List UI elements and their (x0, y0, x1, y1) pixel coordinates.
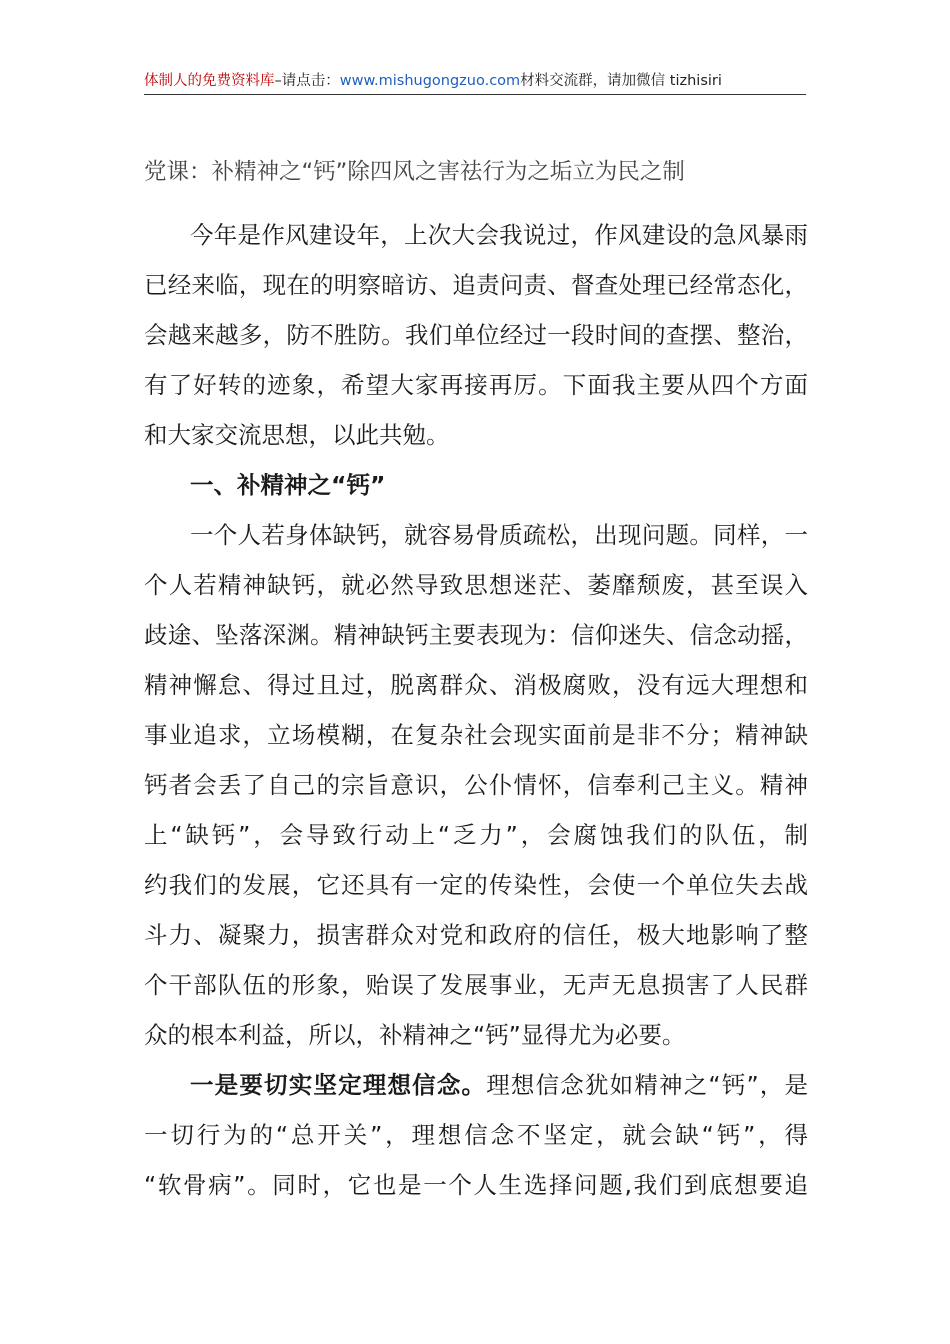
body-line: 会越来越多，防不胜防。我们单位经过一段时间的查摆、整治， (144, 321, 808, 349)
body-line: 事业追求，立场模糊，在复杂社会现实面前是非不分；精神缺 (144, 721, 808, 749)
section-heading: 一、补精神之“钙” (190, 471, 386, 499)
document-title: 党课：补精神之“钙”除四风之害祛行为之垢立为民之制 (144, 159, 685, 185)
body-line: 上“缺钙”，会导致行动上“乏力”，会腐蚀我们的队伍，制 (144, 821, 808, 849)
body-line: 众的根本利益，所以，补精神之“钙”显得尤为必要。 (144, 1021, 686, 1049)
body-line: 个干部队伍的形象，贻误了发展事业，无声无息损害了人民群 (144, 971, 808, 999)
body-line: 一切行为的“总开关”，理想信念不坚定，就会缺“钙”，得 (144, 1121, 808, 1149)
header-brand: 体制人的免费资料库 (144, 73, 275, 89)
bold-lead: 一是要切实坚定理想信念。 (190, 1071, 487, 1099)
body-line: 有了好转的迹象，希望大家再接再厉。下面我主要从四个方面 (144, 371, 808, 399)
body-line: “软骨病”。同时，它也是一个人生选择问题,我们到底想要追 (144, 1171, 808, 1199)
body-line: 钙者会丢了自己的宗旨意识，公仆情怀，信奉利己主义。精神 (144, 771, 808, 799)
body-line: 精神懈怠、得过且过，脱离群众、消极腐败，没有远大理想和 (144, 671, 808, 699)
page-header (144, 68, 806, 95)
document-body (144, 210, 808, 1210)
body-line: 约我们的发展，它还具有一定的传染性，会使一个单位失去战 (144, 871, 808, 899)
body-line: 歧途、坠落深渊。精神缺钙主要表现为：信仰迷失、信念动摇， (144, 621, 808, 649)
body-line: 已经来临，现在的明察暗访、追责问责、督查处理已经常态化， (144, 271, 808, 299)
body-line: 一个人若身体缺钙，就容易骨质疏松，出现问题。同样，一 (190, 521, 808, 549)
header-link[interactable]: www.mishugongzuo.com (339, 73, 521, 89)
header-tail: 材料交流群，请加微信 tizhisiri (520, 73, 722, 89)
body-line: 和大家交流思想，以此共勉。 (144, 421, 450, 449)
body-line: 个人若精神缺钙，就必然导致思想迷茫、萎靡颓废，甚至误入 (144, 571, 808, 599)
body-line: 一是要切实坚定理想信念。理想信念犹如精神之“钙”，是 (190, 1071, 808, 1099)
body-line: 斗力、凝聚力，损害群众对党和政府的信任，极大地影响了整 (144, 921, 808, 949)
body-line: 今年是作风建设年，上次大会我说过，作风建设的急风暴雨 (190, 221, 808, 249)
header-prompt: –请点击： (274, 73, 340, 89)
